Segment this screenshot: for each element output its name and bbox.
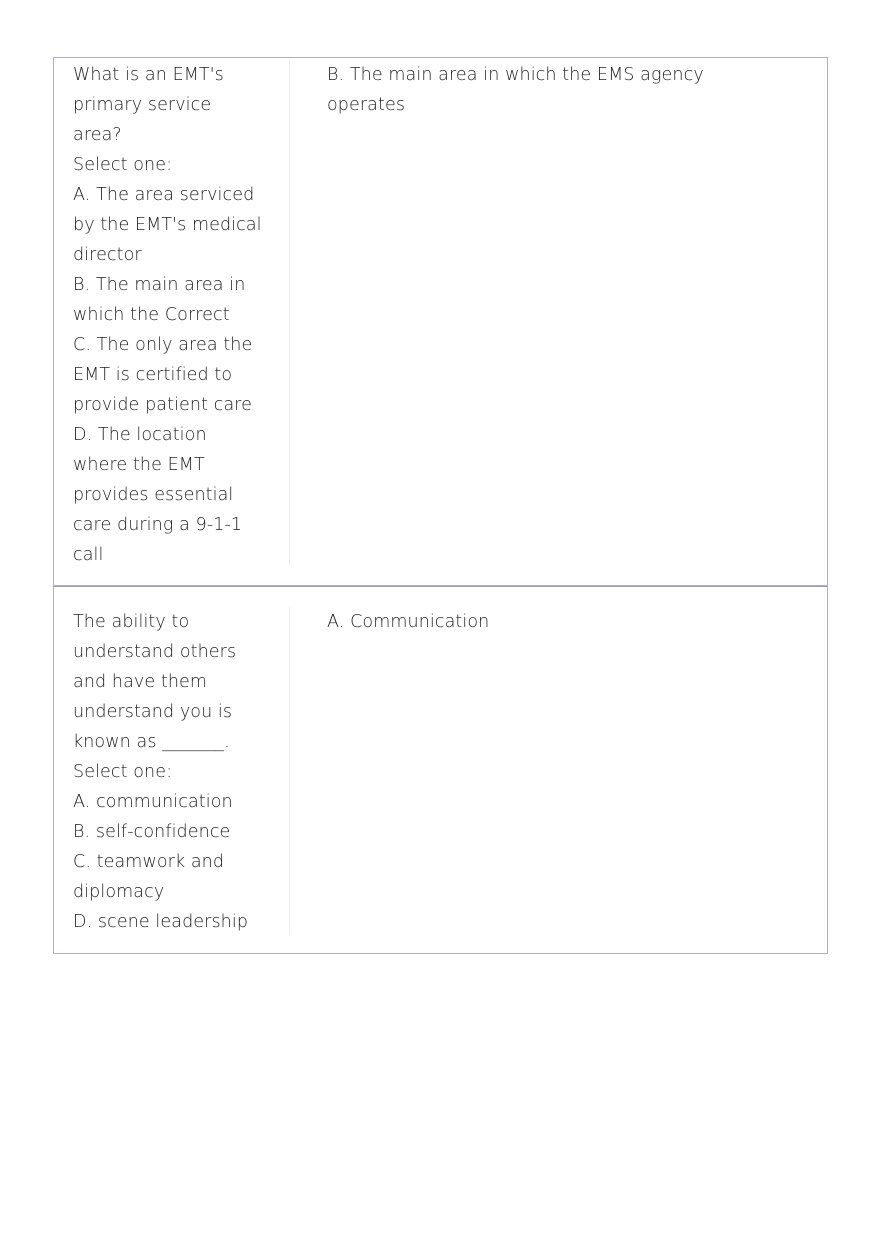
option-line: which the Correct bbox=[73, 305, 230, 325]
question-line: known as _______. bbox=[73, 732, 230, 752]
option-line: B. self-confidence bbox=[73, 822, 231, 842]
option-line: diplomacy bbox=[73, 882, 165, 902]
option-line: C. The only area the bbox=[73, 335, 253, 355]
question-line: area? bbox=[73, 125, 122, 145]
option-line: director bbox=[73, 245, 142, 265]
option-line: where the EMT bbox=[73, 455, 205, 475]
answer-line: A. Communication bbox=[327, 612, 490, 632]
question-text bbox=[73, 60, 273, 570]
option-line: by the EMT's medical bbox=[73, 215, 262, 235]
question-line: and have them bbox=[73, 672, 208, 692]
answer-text bbox=[327, 607, 747, 637]
question-line: The ability to bbox=[73, 612, 190, 632]
question-line: primary service bbox=[73, 95, 212, 115]
option-line: care during a 9-1-1 bbox=[73, 515, 243, 535]
question-line: understand others bbox=[73, 642, 237, 662]
question-line: Select one: bbox=[73, 762, 173, 782]
option-line: provide patient care bbox=[73, 395, 253, 415]
flashcard-1 bbox=[53, 57, 828, 586]
option-line: EMT is certified to bbox=[73, 365, 233, 385]
answer-text bbox=[327, 60, 747, 120]
column-divider bbox=[289, 607, 290, 935]
option-line: B. The main area in bbox=[73, 275, 246, 295]
option-line: D. The location bbox=[73, 425, 207, 445]
question-line: Select one: bbox=[73, 155, 173, 175]
answer-line: B. The main area in which the EMS agency bbox=[327, 65, 704, 85]
option-line: C. teamwork and bbox=[73, 852, 225, 872]
option-line: A. communication bbox=[73, 792, 233, 812]
option-line: call bbox=[73, 545, 104, 565]
option-line: provides essential bbox=[73, 485, 234, 505]
answer-line: operates bbox=[327, 95, 406, 115]
flashcard-2 bbox=[53, 586, 828, 954]
question-line: understand you is bbox=[73, 702, 233, 722]
question-text bbox=[73, 607, 273, 937]
option-line: D. scene leadership bbox=[73, 912, 249, 932]
option-line: A. The area serviced bbox=[73, 185, 255, 205]
column-divider bbox=[289, 60, 290, 565]
question-line: What is an EMT's bbox=[73, 65, 224, 85]
